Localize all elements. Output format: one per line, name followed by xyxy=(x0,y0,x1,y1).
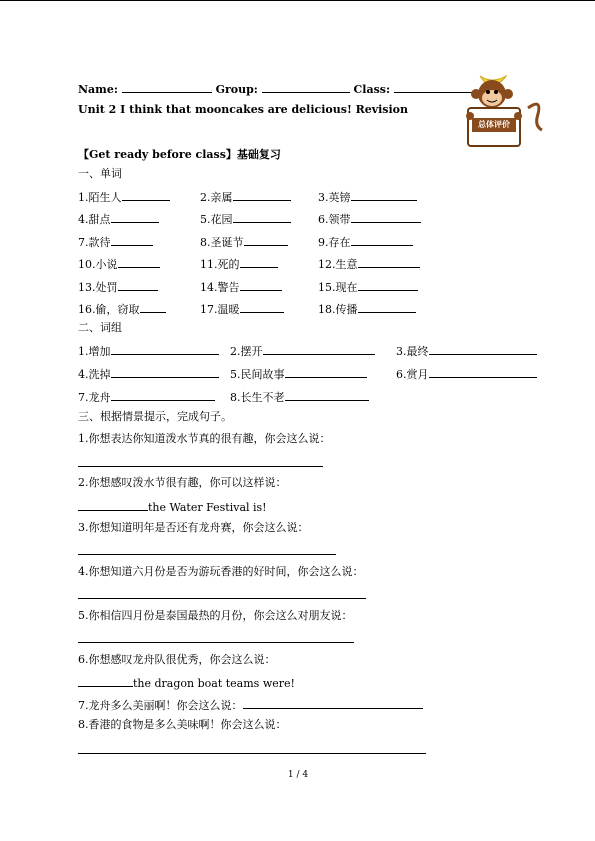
answer-blank[interactable] xyxy=(351,234,413,246)
answer-blank[interactable] xyxy=(118,256,160,268)
phrase-prompt: 4.洗掉 xyxy=(78,368,111,381)
sentence-prompt-text: 7.龙舟多么美丽啊！你会这么说： xyxy=(78,699,243,712)
answer-blank[interactable] xyxy=(351,189,417,201)
word-item xyxy=(318,211,421,227)
sentence-prompt-text: 2.你想感叹泼水节很有趣，你可以这样说： xyxy=(78,476,287,489)
word-item xyxy=(200,234,288,250)
answer-line[interactable] xyxy=(78,631,354,643)
answer-blank[interactable] xyxy=(244,234,288,246)
word-item xyxy=(318,189,417,205)
answer-blank[interactable] xyxy=(118,279,158,291)
monkey-icon xyxy=(462,68,546,150)
word-prompt: 7.款待 xyxy=(78,235,111,249)
phrase-prompt: 7.龙舟 xyxy=(78,391,111,404)
sentence-prompt xyxy=(78,565,364,579)
phrase-prompt: 1.增加 xyxy=(78,345,111,358)
answer-blank[interactable] xyxy=(285,389,369,401)
word-item xyxy=(200,301,284,317)
sentence-answer xyxy=(78,543,336,559)
sentence-answer xyxy=(78,587,366,603)
word-item xyxy=(78,301,166,317)
answer-blank[interactable] xyxy=(285,366,367,378)
word-item xyxy=(200,211,291,227)
answer-blank[interactable] xyxy=(233,211,291,223)
word-item xyxy=(318,234,413,250)
sentence-prompt-text: 5.你相信四月份是泰国最热的月份，你会这么对朋友说： xyxy=(78,609,353,622)
word-prompt: 11.死的 xyxy=(200,258,240,272)
answer-blank[interactable] xyxy=(111,389,215,401)
phrase-item xyxy=(230,389,369,405)
answer-blank[interactable] xyxy=(111,366,219,378)
word-prompt: 14.警告 xyxy=(200,280,240,294)
word-prompt: 16.偷，窃取 xyxy=(78,303,140,316)
word-prompt: 5.花园 xyxy=(200,213,233,227)
sentence-prompt-text: 1.你想表达你知道泼水节真的很有趣，你会这么说： xyxy=(78,432,331,445)
phrase-prompt: 3.最终 xyxy=(396,345,429,358)
sentences-heading: 三、根据情景提示，完成句子。 xyxy=(78,410,232,423)
word-item xyxy=(78,211,159,227)
sentence-answer xyxy=(78,675,295,691)
word-prompt: 6.领带 xyxy=(318,213,351,227)
sentence-prompt xyxy=(78,697,423,713)
sentence-prompt xyxy=(78,521,309,535)
page-number: 1 / 4 xyxy=(287,770,309,780)
word-prompt: 18.传播 xyxy=(318,303,358,316)
sentence-prompt-text: 4.你想知道六月份是否为游玩香港的好时间，你会这么说： xyxy=(78,565,364,578)
header-fields xyxy=(78,81,479,97)
answer-blank[interactable] xyxy=(358,301,416,313)
sentence-prompt xyxy=(78,653,276,667)
name-label: Name: xyxy=(78,83,118,96)
sentence-answer xyxy=(78,455,323,471)
answer-blank[interactable] xyxy=(111,343,219,355)
answer-blank[interactable] xyxy=(240,256,278,268)
word-prompt: 17.温暖 xyxy=(200,303,240,316)
group-label: Group: xyxy=(215,83,258,96)
word-item xyxy=(318,301,416,317)
name-field[interactable] xyxy=(122,81,212,93)
word-prompt: 10.小说 xyxy=(78,258,118,272)
evaluation-badge xyxy=(462,68,546,150)
word-prompt: 8.圣诞节 xyxy=(200,235,244,249)
word-prompt: 4.甜点 xyxy=(78,213,111,227)
sentence-prompt-text: 8.香港的食物是多么美味啊！你会这么说： xyxy=(78,718,287,731)
answer-blank[interactable] xyxy=(358,279,418,291)
class-label: Class: xyxy=(353,83,391,96)
sentence-answer-text: the Water Festival is! xyxy=(148,501,267,514)
sentence-prompt xyxy=(78,718,287,732)
answer-blank[interactable] xyxy=(122,189,170,201)
answer-blank[interactable] xyxy=(78,675,133,687)
sentence-answer-text: the dragon boat teams were! xyxy=(133,677,295,690)
answer-blank[interactable] xyxy=(140,301,166,313)
answer-line[interactable] xyxy=(78,742,426,754)
answer-blank[interactable] xyxy=(240,279,282,291)
word-prompt: 12.生意 xyxy=(318,258,358,272)
answer-blank[interactable] xyxy=(429,366,537,378)
word-item xyxy=(78,234,153,250)
word-item xyxy=(200,279,282,295)
answer-line[interactable] xyxy=(78,587,366,599)
phrase-item xyxy=(230,366,367,382)
word-item xyxy=(78,279,158,295)
top-rule xyxy=(0,0,595,1)
answer-blank[interactable] xyxy=(240,301,284,313)
phrase-item xyxy=(78,366,219,382)
answer-blank[interactable] xyxy=(78,499,148,511)
sentence-answer xyxy=(78,742,426,758)
words-heading: 一、单词 xyxy=(78,167,122,180)
word-prompt: 3.英镑 xyxy=(318,191,351,204)
answer-blank[interactable] xyxy=(111,234,153,246)
phrase-item xyxy=(396,343,537,359)
phrase-prompt: 5.民间故事 xyxy=(230,368,285,381)
word-prompt: 15.现在 xyxy=(318,280,358,294)
word-item xyxy=(78,256,160,272)
answer-blank[interactable] xyxy=(111,211,159,223)
sentence-prompt xyxy=(78,476,287,490)
answer-line[interactable] xyxy=(78,455,323,467)
word-item xyxy=(318,279,418,295)
sentence-prompt-text: 3.你想知道明年是否还有龙舟赛，你会这么说： xyxy=(78,521,309,534)
word-prompt: 13.处罚 xyxy=(78,280,118,294)
sentence-answer xyxy=(78,631,354,647)
sentence-prompt xyxy=(78,432,331,446)
word-item xyxy=(200,189,291,205)
phrase-item xyxy=(78,343,219,359)
phrase-prompt: 6.赏月 xyxy=(396,368,429,381)
word-item xyxy=(78,189,170,205)
phrase-prompt: 2.摆开 xyxy=(230,345,263,358)
answer-blank[interactable] xyxy=(358,256,420,268)
sentence-answer xyxy=(78,499,267,515)
badge-text: 总体评价 xyxy=(478,120,510,129)
word-item xyxy=(318,256,420,272)
answer-blank[interactable] xyxy=(263,343,375,355)
section-heading: 【Get ready before class】基础复习 xyxy=(78,148,281,161)
phrase-item xyxy=(78,389,215,405)
answer-blank[interactable] xyxy=(243,697,423,709)
phrase-prompt: 8.长生不老 xyxy=(230,391,285,404)
word-prompt: 2.亲属 xyxy=(200,191,233,204)
word-item xyxy=(200,256,278,272)
word-prompt: 1.陌生人 xyxy=(78,191,122,204)
phrases-heading: 二、词组 xyxy=(78,321,122,334)
answer-line[interactable] xyxy=(78,543,336,555)
word-prompt: 9.存在 xyxy=(318,235,351,249)
phrase-item xyxy=(230,343,375,359)
sentence-prompt-text: 6.你想感叹龙舟队很优秀，你会这么说： xyxy=(78,653,276,666)
sentence-prompt xyxy=(78,609,353,623)
phrase-item xyxy=(396,366,537,382)
answer-blank[interactable] xyxy=(233,189,291,201)
answer-blank[interactable] xyxy=(429,343,537,355)
unit-title: Unit 2 I think that mooncakes are delicious! Revision xyxy=(78,103,409,116)
group-field[interactable] xyxy=(262,81,350,93)
answer-blank[interactable] xyxy=(351,211,421,223)
